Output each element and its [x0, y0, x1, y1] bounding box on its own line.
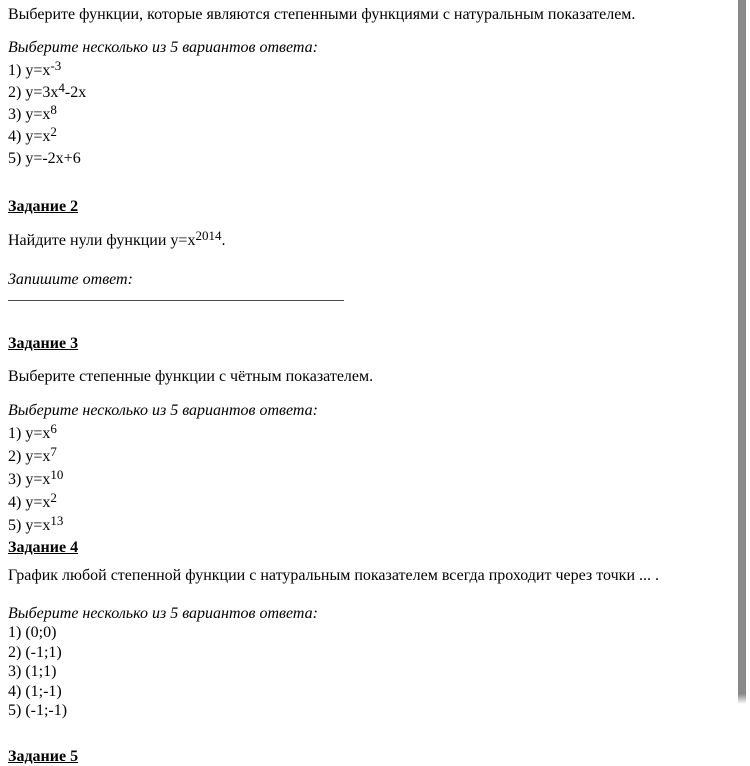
task1-hint: Выберите несколько из 5 вариантов ответа:	[8, 39, 318, 56]
option-text: 1) (0;0)	[8, 624, 57, 641]
task3-heading: Задание 3	[8, 335, 79, 352]
prompt-text: Найдите нули функции y=x	[8, 232, 196, 249]
option-text: 5) y=-2x+6	[8, 150, 81, 167]
option-line	[8, 148, 750, 170]
task1-options	[8, 60, 750, 170]
option-line	[8, 643, 750, 663]
option-line	[8, 445, 750, 468]
task-section-1	[8, 5, 750, 170]
option-text: 3) y=x	[8, 106, 51, 123]
option-text: 3) y=x	[8, 471, 51, 488]
prompt-text: Выберите степенные функции с чётным показателем.	[8, 368, 374, 385]
option-superscript: 8	[50, 102, 57, 117]
prompt-superscript: 2014	[195, 228, 222, 243]
option-text: 2) y=x	[8, 448, 51, 465]
prompt-text: График любой степенной функции с натуральным показателем всегда проходит через точки ... .	[8, 567, 659, 584]
option-superscript: 13	[50, 513, 64, 528]
task3-options	[8, 422, 750, 537]
task2-hint: Запишите ответ:	[8, 271, 133, 288]
option-text: 4) (1;-1)	[8, 682, 62, 700]
option-line	[8, 82, 750, 104]
option-superscript: 10	[50, 467, 64, 482]
prompt-text: Выберите функции, которые являются степенными функциями с натуральным показателем.	[8, 6, 636, 23]
prompt-text-post: .	[221, 232, 226, 249]
task-section-3	[8, 334, 750, 537]
option-text: 5) y=x	[8, 517, 51, 534]
task-section-2	[8, 197, 750, 301]
option-line	[8, 126, 750, 148]
option-line	[8, 491, 750, 514]
option-text: 5) (-1;-1)	[8, 702, 68, 719]
option-line	[8, 682, 750, 702]
task2-prompt	[8, 230, 750, 252]
option-text: 4) y=x	[8, 128, 51, 145]
option-line	[8, 104, 750, 126]
task-section-5	[8, 747, 750, 766]
task3-prompt	[8, 367, 750, 386]
option-line	[8, 422, 750, 445]
option-text: 2) y=3x	[8, 84, 59, 101]
task4-heading: Задание 4	[8, 539, 79, 556]
option-superscript: 4	[58, 80, 65, 95]
option-text: 1) y=x	[8, 62, 51, 79]
option-text: 2) (-1;1)	[8, 643, 62, 661]
scrollbar-thumb[interactable]	[738, 0, 746, 704]
option-text: 3) (1;1)	[8, 663, 57, 680]
option-line	[8, 60, 750, 82]
task-section-4	[8, 538, 750, 721]
option-line	[8, 623, 750, 643]
option-superscript: 2	[50, 124, 57, 139]
task1-prompt	[8, 5, 750, 24]
task3-hint: Выберите несколько из 5 вариантов ответа:	[8, 402, 318, 419]
option-line	[8, 468, 750, 491]
option-text: 4) y=x	[8, 494, 51, 511]
task4-options	[8, 623, 750, 721]
option-text-post: -2x	[64, 84, 87, 101]
task4-hint: Выберите несколько из 5 вариантов ответа:	[8, 605, 318, 622]
option-line	[8, 514, 750, 537]
option-text: 1) y=x	[8, 425, 51, 442]
option-superscript: 7	[50, 444, 57, 459]
task2-heading: Задание 2	[8, 198, 79, 215]
option-line	[8, 662, 750, 682]
option-superscript: 2	[50, 490, 57, 505]
task5-heading: Задание 5	[8, 747, 79, 765]
option-superscript: 6	[50, 421, 57, 436]
answer-blank-line	[8, 290, 344, 301]
option-superscript: -3	[50, 58, 62, 73]
option-line	[8, 701, 750, 721]
task4-prompt	[8, 566, 750, 585]
